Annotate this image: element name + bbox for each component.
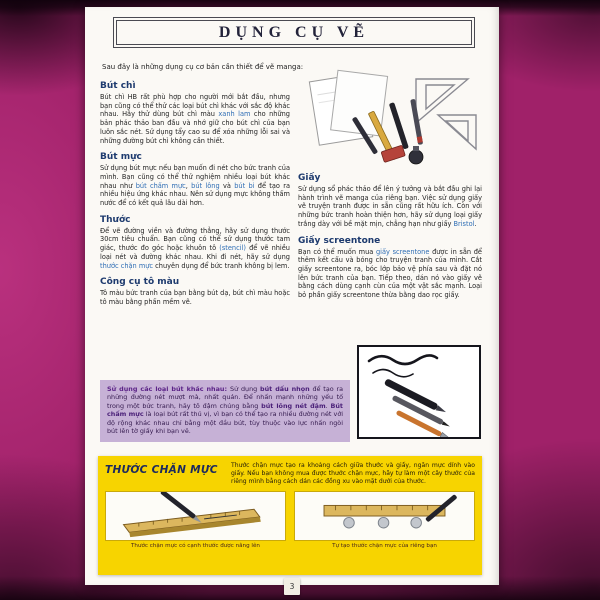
inking-ruler-feature-box: [98, 456, 482, 575]
raised-ruler-pen-illustration: [105, 491, 286, 541]
book-page: [85, 7, 499, 591]
page-title-box: [113, 17, 475, 48]
section-body-thuoc: Để vẽ đường viền và đường thẳng, hãy sử dụng thước 30cm tiêu chuẩn. Bạn cũng có thể sử dụng thước tam giác, thước đo góc hoặc khuôn tô (stencil) để vẽ nhiều loại nét và đường khác nhau. Khi đi nét, hãy sử dụng thước chặn mực chuyên dụng để bức tranh không bị lem.: [100, 226, 290, 270]
pen-tips-callout-box: [100, 380, 350, 442]
section-thuoc: [100, 215, 290, 271]
section-body-cong-cu-to-mau: Tô màu bức tranh của bạn bằng bút dạ, bút chì màu hoặc tô màu bằng phấn mềm vẽ.: [100, 289, 290, 306]
section-heading-giay: Giấy: [298, 173, 321, 183]
section-heading-but-muc: Bút mực: [100, 152, 142, 163]
right-column: [298, 69, 482, 307]
section-giay: [298, 173, 482, 229]
page-number: 3: [284, 578, 300, 595]
section-heading-thuoc: Thước: [100, 214, 131, 225]
intro-text: Sau đây là những dụng cụ cơ bản cần thiết để vẽ manga:: [102, 63, 304, 71]
section-but-muc: [100, 152, 290, 208]
drawing-tools-illustration: [298, 69, 482, 171]
raised-ruler-caption: Thước chặn mực có cạnh thước được nâng lên: [131, 542, 260, 549]
left-column: [100, 81, 290, 314]
inking-ruler-header: [105, 462, 475, 486]
section-body-giay-screentone: Bạn có thể muốn mua giấy screentone được in sẵn để thêm kết cấu và bóng cho truyện tranh của mình. Cắt giấy screentone ra, bóc lớp bảo vệ phía sau và đặt nó lên bức tranh của bạn. Tiếp theo, dán nó vào giấy vẽ bằng cách dùng cạnh cùn của một vật sắc mạnh. Loại bỏ phần giấy screentone thừa bằng dao rọc giấy.: [298, 247, 482, 300]
inking-ruler-panels: [105, 491, 475, 549]
section-heading-cong-cu-to-mau: Công cụ tô màu: [100, 277, 180, 288]
page-title: DỤNG CỤ VẼ: [218, 23, 370, 41]
section-heading-but-chi: Bút chì: [100, 81, 136, 91]
pen-strokes-illustration-box: [357, 345, 481, 439]
inking-ruler-body: Thước chặn mực tạo ra khoảng cách giữa thước và giấy, ngăn mực dính vào giấy. Nếu bạn không mua được thước chặn mực, hãy tự làm một cây thước của riêng mình bằng cách dán các đồng xu vào mặt dưới của thước.: [231, 462, 475, 485]
coin-ruler-illustration: [294, 491, 475, 541]
section-heading-giay-screentone: Giấy screentone: [298, 235, 381, 246]
raised-ruler-figure: [105, 491, 286, 549]
inking-ruler-title: THƯỚC CHẶN MỰC: [105, 464, 218, 476]
coin-ruler-figure: [294, 491, 475, 549]
coin-ruler-caption: Tự tạo thước chặn mực của riêng bạn: [332, 542, 437, 549]
pen-tips-callout-text: Sử dụng các loại bút khác nhau: Sử dụng bút dấu nhọn để tạo ra những đường nét mượt mà, nhất quán. Để nhấn mạnh những yếu tố trong một bức tranh, hãy tô đậm chúng bằng bút lông nét đậm. Bút chấm mực là loại bút rất thú vị, vì bạn có thể tạo ra nhiều đường nét với độ rộng khác nhau chỉ bằng một đầu bút, tùy thuộc vào lực nhấn ngòi bút lên tờ giấy khi bạn vẽ.: [107, 385, 344, 436]
section-but-chi: [100, 81, 290, 145]
section-cong-cu-to-mau: [100, 277, 290, 306]
section-body-but-muc: Sử dụng bút mực nếu bạn muốn đi nét cho bức tranh của mình. Bạn cũng có thể thử nghiệm nhiều loại bút khác nhau như bút chấm mực, bút lông và bút bi để tạo ra nhiều hiệu ứng khác nhau. Nên sử dụng mực không thấm nước để có kết quả lâu dài hơn.: [100, 164, 291, 208]
section-body-giay: Sử dụng sổ phác thảo để lên ý tưởng và bắt đầu ghi lại hành trình vẽ manga của riêng bạn. Việc sử dụng giấy vẽ truyện tranh được in sẵn cũng rất hữu ích. Còn với những bức tranh hoàn thiện hơn, hãy sử dụng loại giấy trắng dày với bề mặt mịn, chẳng hạn như giấy Bristol.: [298, 185, 482, 228]
section-giay-screentone: [298, 236, 482, 300]
pen-strokes-illustration: [359, 347, 479, 437]
page-title-inner-border: [116, 20, 472, 45]
section-body-but-chi: Bút chì HB rất phù hợp cho người mới bắt đầu, nhưng bạn cũng có thể thử các loại bút chì khác với sắc độ khác nhau. Hãy thử dùng bút chì màu xanh lam cho những bản phác thảo ban đầu và nhớ giữ cho bút chì của bạn luôn sắc nét. Sử dụng tẩy cao su để xóa những lỗi sai và những đường bút chì không cần thiết.: [100, 93, 290, 145]
